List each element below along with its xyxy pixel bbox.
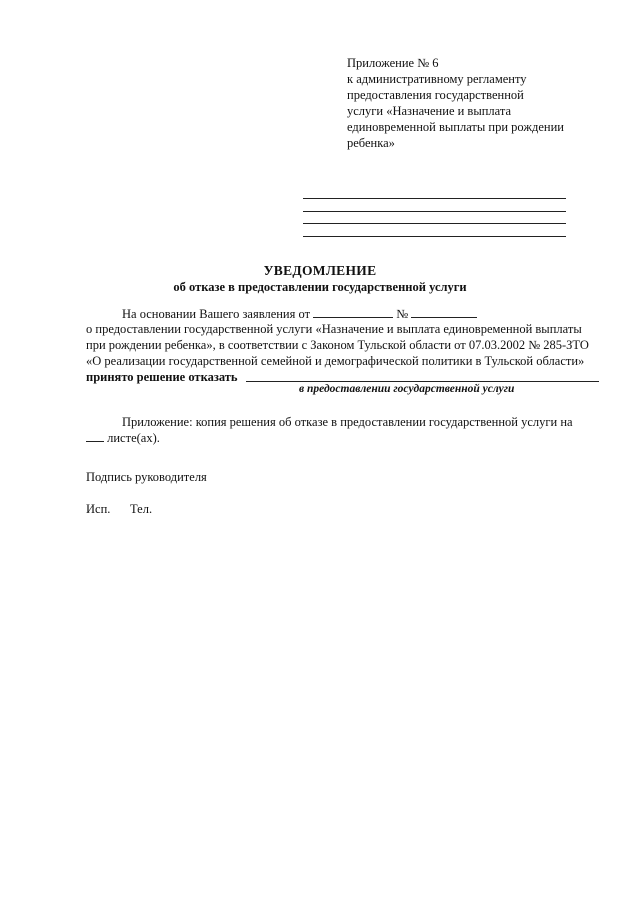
decision-hint: в предоставлении государственной услуги <box>299 383 515 395</box>
application-date-blank <box>313 305 393 318</box>
decision-blank-line <box>246 381 599 382</box>
application-lead-text: На основании Вашего заявления от <box>122 307 311 321</box>
decision-label: принято решение отказать <box>86 370 238 384</box>
executor-label: Исп. <box>86 502 111 516</box>
body-line-4: «О реализации государственной семейной и демографической политики в Тульской области» <box>86 354 585 368</box>
body-line-2: о предоставлении государственной услуги «Назначение и выплата единовременной выплаты <box>86 322 582 336</box>
attachment-sheets-text: листе(ах). <box>107 431 160 445</box>
body-line-3: при рождении ребенка», в соответствии с Законом Тульской области от 07.03.2002 № 285-ЗТО <box>86 338 589 352</box>
appendix-line-4: услуги «Назначение и выплата <box>347 104 512 118</box>
phone-label: Тел. <box>130 502 153 516</box>
attachment-line-2 <box>86 429 160 446</box>
appendix-line-1: Приложение № 6 <box>347 56 439 70</box>
appendix-line-6: ребенка» <box>347 136 395 150</box>
appendix-line-2: к административному регламенту <box>347 72 527 86</box>
document-title: УВЕДОМЛЕНИЕ <box>263 263 377 278</box>
application-number-blank <box>411 305 477 318</box>
recipient-line-1 <box>303 198 566 199</box>
appendix-line-5: единовременной выплаты при рождении <box>347 120 564 134</box>
appendix-line-3: предоставления государственной <box>347 88 524 102</box>
attachment-line-1: Приложение: копия решения об отказе в предоставлении государственной услуги на <box>122 415 573 429</box>
signature-label: Подпись руководителя <box>86 470 207 484</box>
application-line <box>122 305 477 322</box>
recipient-line-4 <box>303 236 566 237</box>
document-subtitle: об отказе в предоставлении государственной услуги <box>173 280 467 294</box>
appendix-header <box>347 55 597 151</box>
recipient-line-2 <box>303 211 566 212</box>
application-number-sign: № <box>396 307 409 321</box>
recipient-line-3 <box>303 223 566 224</box>
sheet-count-blank <box>86 429 104 442</box>
